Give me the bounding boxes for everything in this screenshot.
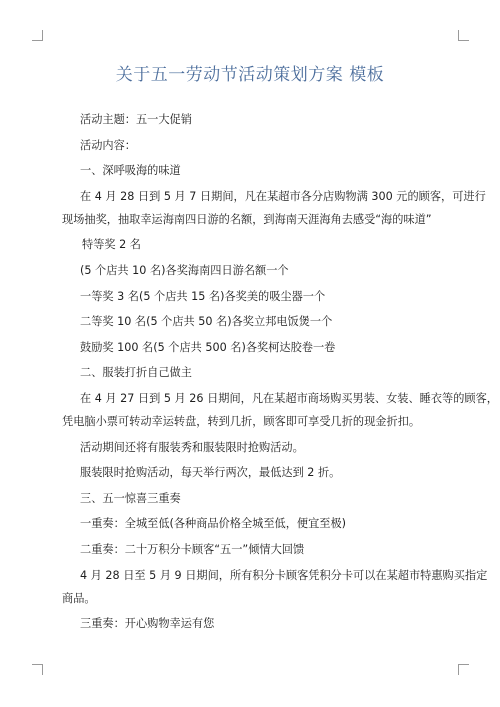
- paragraph-2-line-2: 凭电脑小票可转动幸运转盘，转到几折，顾客即可享受几折的现金折扣。: [62, 414, 421, 428]
- encouragement-prize-line: 鼓励奖 100 名(5 个店共 500 名)各奖柯达胶卷一卷: [80, 340, 336, 354]
- paragraph-1-line-2: 现场抽奖，抽取幸运海南四日游的名额，到海南天涯海角去感受“海的味道”: [62, 212, 432, 226]
- fashion-show-line: 活动期间还将有服装秀和服装限时抢购活动。: [80, 440, 304, 454]
- document-title: 关于五一劳动节活动策划方案 模板: [115, 65, 385, 85]
- third-movement-line: 三重奏：开心购物幸运有您: [80, 617, 215, 631]
- section-heading-1: 一、深呼吸海的味道: [80, 164, 181, 178]
- section-heading-2: 二、服装打折自己做主: [80, 366, 192, 380]
- crop-mark-bottom-left: [32, 664, 43, 675]
- paragraph-3-line-2: 商品。: [62, 591, 96, 605]
- theme-line: 活动主题：五一大促销: [80, 113, 192, 126]
- grand-prize-line: 特等奖 2 名: [82, 238, 141, 252]
- first-movement-line: 一重奏：全城至低(各种商品价格全城至低，便宜至极): [80, 517, 347, 531]
- document-body: [62, 112, 498, 642]
- second-movement-line: 二重奏：二十万积分卡顾客“五一”倾情大回馈: [80, 542, 305, 556]
- paragraph-3-line-1: 4 月 28 日至 5 月 9 日期间，所有积分卡顾客凭积分卡可以在某超市特惠购买指定: [80, 568, 488, 582]
- section-heading-3: 三、五一惊喜三重奏: [80, 491, 181, 505]
- first-prize-line: 一等奖 3 名(5 个店共 15 名)各奖美的吸尘器一个: [80, 289, 326, 303]
- crop-mark-bottom-right: [458, 664, 469, 675]
- content-heading: 活动内容：: [80, 138, 136, 152]
- paragraph-1-line-1: 在 4 月 28 日到 5 月 7 日期间，凡在某超市各分店购物满 300 元的顾客，可进行: [80, 189, 486, 203]
- crop-mark-top-left: [32, 30, 43, 41]
- grand-prize-detail: (5 个店共 10 名)各奖海南四日游名额一个: [80, 263, 289, 277]
- crop-mark-top-right: [458, 30, 469, 41]
- paragraph-2-line-1: 在 4 月 27 日到 5 月 26 日期间，凡在某超市商场购买男装、女装、睡衣等的顾客，: [80, 391, 498, 405]
- flash-sale-line: 服装限时抢购活动，每天举行两次，最低达到 2 折。: [80, 466, 341, 480]
- second-prize-line: 二等奖 10 名(5 个店共 50 名)各奖立邦电饭煲一个: [80, 315, 333, 329]
